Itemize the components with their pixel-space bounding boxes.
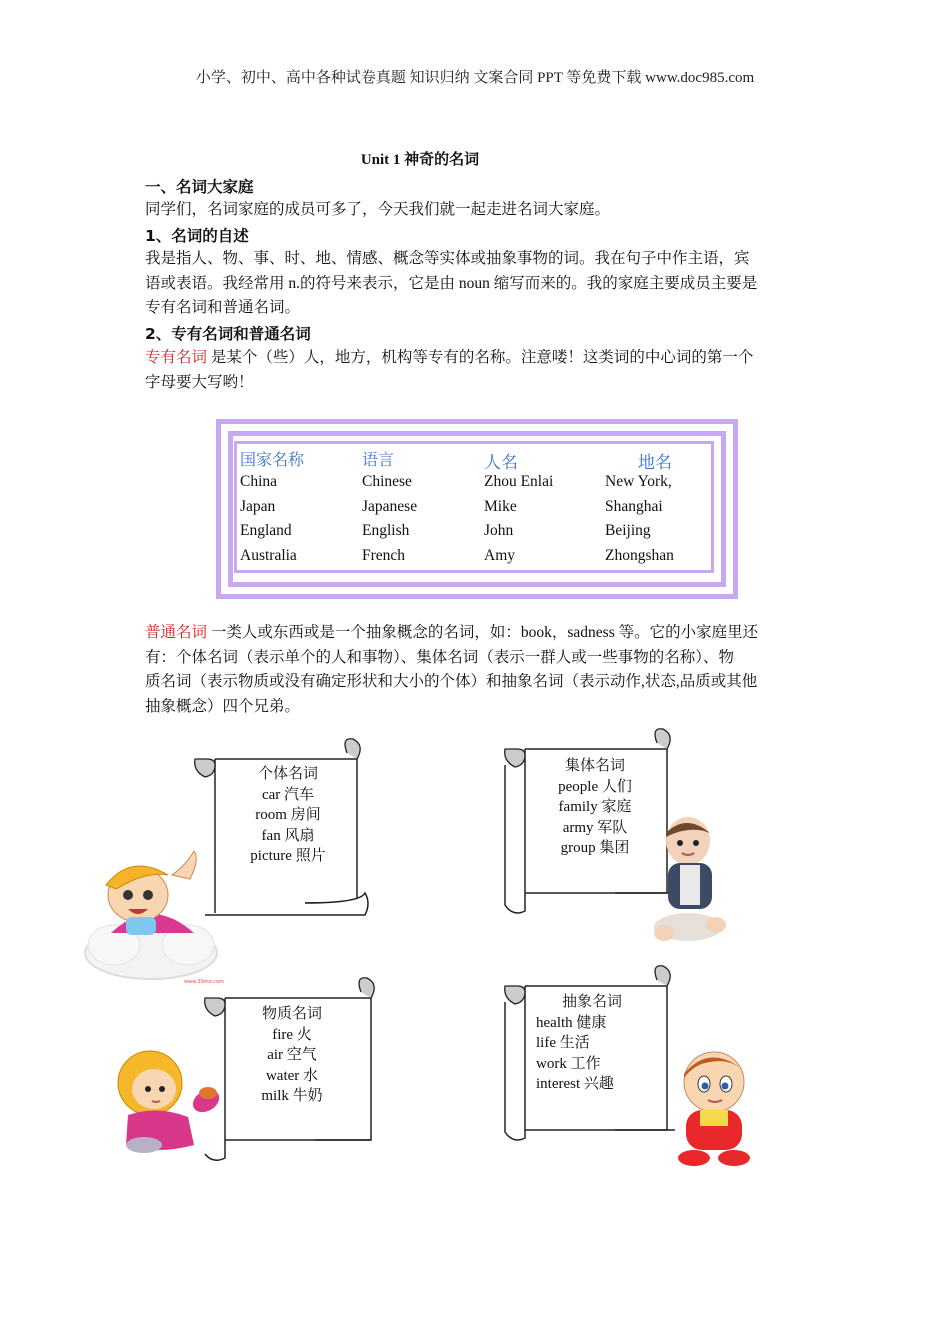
scroll-title: 个体名词 <box>257 766 318 782</box>
watermark-small: www.3Smo.com <box>184 979 224 985</box>
table-cell: Amy <box>484 547 515 564</box>
table-cell: New York, <box>605 473 672 490</box>
cartoon-kid-on-cloud <box>76 845 226 985</box>
scroll-title: 抽象名词 <box>562 994 623 1010</box>
scroll-item: life 生活 <box>536 1035 590 1051</box>
table-cell: England <box>240 522 292 539</box>
scroll-item: family 家庭 <box>558 799 632 815</box>
table-cell: English <box>362 522 410 539</box>
scroll-item: fan 风扇 <box>261 827 315 844</box>
scroll-item: group 集团 <box>560 840 630 856</box>
scroll-item: interest 兴趣 <box>536 1076 614 1092</box>
scroll-title: 物质名词 <box>261 1006 322 1022</box>
section-intro: 同学们，名词家庭的成员可多了，今天我们就一起走进名词大家庭。 <box>145 201 611 218</box>
common-noun-line: 质名词（表示物质或没有确定形状和大小的个体）和抽象名词（表示动作,状态,品质或其他 <box>145 673 758 690</box>
proper-noun-line <box>145 346 810 371</box>
table-cell: Beijing <box>605 522 651 539</box>
table-header-person: 人名 <box>484 453 518 472</box>
scroll-item: people 人们 <box>558 778 632 795</box>
scroll-item: car 汽车 <box>261 786 315 803</box>
scroll-collective-text <box>545 756 645 859</box>
proper-noun-definition: 是某个（些）人，地方，机构等专有的名称。注意喽！这类词的中心词的第一个 <box>207 349 754 366</box>
self-intro-paragraph <box>145 247 810 321</box>
self-intro-line: 我是指人、物、事、时、地、情感、概念等实体或抽象事物的词。我在句子中作主语，宾 <box>145 250 750 267</box>
proper-noun-term: 专有名词 <box>145 349 208 366</box>
table-header-place: 地名 <box>638 453 672 472</box>
scroll-item: milk 牛奶 <box>261 1088 323 1104</box>
common-noun-term: 普通名词 <box>145 624 208 641</box>
cartoon-baby-sitting <box>650 815 730 950</box>
table-cell: Australia <box>240 547 297 564</box>
table-cell: Chinese <box>362 473 412 490</box>
table-cell: John <box>484 522 514 539</box>
table-cell: Japan <box>240 498 276 515</box>
scroll-item: room 房间 <box>255 807 321 823</box>
scroll-item: health 健康 <box>536 1014 607 1031</box>
table-cell: Mike <box>484 498 517 515</box>
table-cell: Japanese <box>362 498 418 515</box>
common-noun-line <box>145 621 810 646</box>
section-heading-noun-family: 一、名词大家庭 <box>145 178 254 196</box>
proper-noun-paragraph <box>145 346 810 395</box>
cartoon-boy-red-overalls <box>670 1048 760 1168</box>
section-heading-proper-common: 2、专有名词和普通名词 <box>145 325 311 343</box>
scroll-material-text <box>242 1004 342 1107</box>
scroll-item: water 水 <box>265 1067 319 1084</box>
table-header-language: 语言 <box>362 452 395 469</box>
common-noun-paragraph <box>145 621 810 719</box>
self-intro-line: 语或表语。我经常用 n.的符号来表示，它是由 noun 缩写而来的。我的家庭主要成员主要是 <box>145 274 758 292</box>
scroll-abstract-text <box>536 992 676 1095</box>
common-noun-line: 抽象概念）四个兄弟。 <box>145 697 301 715</box>
table-cell: Zhongshan <box>605 547 674 564</box>
scroll-title: 集体名词 <box>564 758 625 774</box>
cartoon-girl-sitting <box>108 1045 228 1155</box>
self-intro-line: 专有名词和普通名词。 <box>145 299 301 316</box>
table-cell: Zhou Enlai <box>484 473 554 490</box>
unit-title: Unit 1 神奇的名词 <box>360 152 480 168</box>
page-header: 小学、初中、高中各种试卷真题 知识归纳 文案合同 PPT 等免费下载 www.doc985.com <box>195 70 755 86</box>
table-header-country: 国家名称 <box>240 452 305 469</box>
scroll-item: fire 火 <box>272 1026 312 1043</box>
scroll-item: army 军队 <box>562 819 628 836</box>
table-cell: French <box>362 547 406 564</box>
section-heading-self-intro: 1、名词的自述 <box>145 227 249 245</box>
scroll-individual-text <box>238 764 338 867</box>
scroll-item: work 工作 <box>536 1055 601 1072</box>
proper-noun-line-2: 字母要大写哟！ <box>145 373 254 391</box>
table-cell: Shanghai <box>605 498 663 515</box>
table-cell: China <box>240 473 278 490</box>
scroll-item: air 空气 <box>267 1047 317 1063</box>
common-noun-definition: 一类人或东西或是一个抽象概念的名词，如：book，sadness 等。它的小家庭里还 <box>207 624 759 641</box>
common-noun-line: 有：个体名词（表示单个的人和事物）、集体名词（表示一群人或一些事物的名称）、物 <box>145 648 735 666</box>
scroll-item: picture 照片 <box>250 848 326 864</box>
